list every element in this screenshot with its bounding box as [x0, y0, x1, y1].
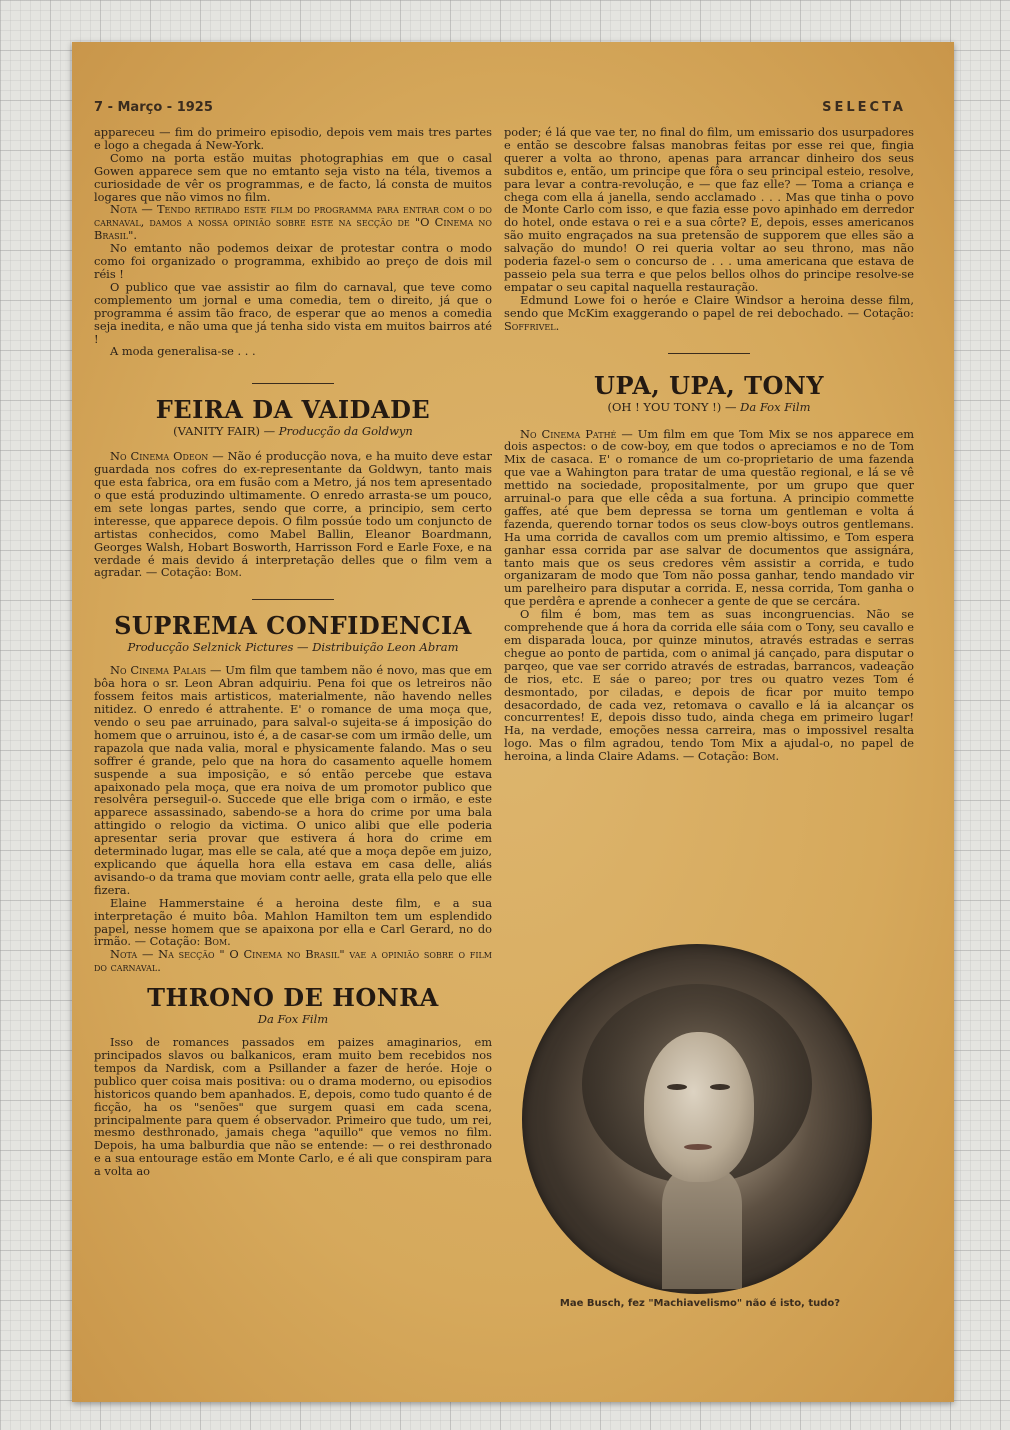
suprema-review	[94, 664, 492, 896]
feira-rating: Bom.	[215, 565, 243, 580]
paragraph: O publico que vae assistir ao film do carnaval, que teve como complemento um jornal e uma comedia, tem o direito, já que o programma é assim tão fraco, de esperar que ao menos a comedia seja inedita, e não uma que já tenha sido vista em muitos bairros até !	[94, 279, 492, 346]
suprema-text2: Elaine Hammerstaine é a heroina deste film, e a sua interpretação é muito bôa. Mahlon Hamilton tem um esplendido papel, nesse homem que se apaixona por ella e Carl Gerard, no do irmão. — Cotação:	[94, 895, 492, 949]
throno-text: Isso de romances passados em paizes amaginarios, em principados slavos ou balkanicos, eram muito bem recebidos nos tempos da Nardisk, com a Psillander a fazer de heróe. Hoje o publico quer coisa mais positiva: ou o drama moderno, ou episodios historicos quando bem apanhados. E, depois, como tudo quanto é de ficção, ha os "senões" que surgem quasi em cada scena, principalmente para quem é observador. Primeiro que tudo, um rei, mesmo desthronado, jamais chega "aquillo" que vemos no film. Depois, ha uma balburdia que não se entende: — o rei desthronado e a sua entourage estão em Monte Carlo, e é ali que conspiram para a volta ao	[94, 1035, 492, 1179]
throno-continued: poder; é lá que vae ter, no final do film, um emissario dos usurpadores e então se descobre falsas manobras feitas por esse rei que, fingia querer a volta ao throno, apenas para arrancar dinheiro dos seus subditos e, então, um principe que fôra o seu principal esteio, resolve, para levar a contra-revolução, e — que faz elle? — Toma a criança e chega com ella á janella, sendo acclamado . . . Mas que tinha o povo de Monte Carlo com isso, e que fazia esse povo apinhado em derredor do hotel, onde estava o rei e a sua côrte? E, depois, esses americanos são muito engraçados na sua pretensão de supporem que elles são a salvação do mundo! O rei queria voltar ao seu throno, mas não poderia fazel-o sem o concurso de . . . uma americana que estava de passeio pela sua terra e que pelos bellos olhos do principe resolve-se empatar o seu capital naquella restauração.	[504, 125, 914, 294]
paragraph: appareceu — fim do primeiro episodio, depois vem mais tres partes e logo a chegada á New-York.	[94, 125, 492, 152]
upa-text2: O film é bom, mas tem as suas incongruencias. Não se comprehende que á hora da corrida elle sáia com o Tony, seu cavallo e em disparada louca, por quinze minutos, através estradas e serras chegue ao ponto de partida, com o animal já cançado, para disputar o parqeo, que vae ser corrido através de estradas, barrancos, vadeação de rios, etc. E sáe o pareo; por tres ou quatro vezes Tom é desmontado, por ciladas, e depois de ficar por muito tempo desacordado, de cada vez, retomava o cavallo e lá ia alcançar os concurrentes! E, depois disso tudo, ainda chega em primeiro lugar! Ha, na verdade, emoções nessa carreira, mas o impossivel resalta logo. Mas o film agradou, tendo Tom Mix a ajudal-o, no papel de heroina, a linda Claire Adams. — Cotação:	[504, 607, 914, 764]
suprema-credit	[94, 640, 492, 654]
upa-subtitle	[504, 400, 914, 414]
throno-cast-text: Edmund Lowe foi o heróe e Claire Windsor a heroina desse film, sendo que McKim exaggerando o papel de rei debochado. — Cotação:	[504, 292, 914, 320]
note-paragraph: Nota — Tendo retirado este film do programma para entrar com o do carnaval, damos a nossa opinião sobre este na secção de "O Cinema no Brasil".	[94, 202, 492, 243]
portrait-photo	[522, 944, 872, 1294]
magazine-name: SELECTA	[822, 100, 906, 115]
upa-original-title: (OH ! YOU TONY !)	[607, 399, 722, 414]
throno-rating: Soffrivel.	[504, 318, 560, 333]
right-column	[504, 126, 914, 763]
suprema-note: Nota — Na secção " O Cinema no Brasil" vae a opinião sobre o film do carnaval.	[94, 947, 492, 975]
feira-cinema: No Cinema Odeon	[110, 449, 209, 464]
paragraph: A moda generalisa-se . . .	[110, 344, 256, 359]
upa-rating: Bom.	[752, 749, 780, 764]
photo-eye	[710, 1084, 730, 1090]
photo-neck	[662, 1169, 742, 1289]
throno-cast	[504, 294, 914, 333]
photo-eye	[667, 1084, 687, 1090]
upa-credit: — Da Fox Film	[724, 399, 811, 414]
suprema-cinema: No Cinema Palais	[110, 663, 207, 678]
suprema-rating: Bom.	[204, 934, 231, 949]
suprema-text: — Um film que tambem não é novo, mas que em bôa hora o sr. Leon Abran adquiriu. Pena foi que os letreiros não fossem feitos mais artisticos, materialmente, não havendo nelles nitidez. O enredo é attrahente. E' o romance de uma moça que, vendo o seu pae arruinado, para salval-o sujeita-se á imposição do homem que o arruinou, isto é, a de casar-se com um irmão delle, um rapazola que nada valia, moral e physicamente falando. Mas o seu soffrer é grande, pelo que na hora do casamento aquelle homem suspende a sua imposição, e só então percebe que estava apaixonado pela moça, que era noiva de um promotor publico que resolvêra perseguil-o. Succede que elle briga com o irmão, e este apparece assassinado, sabendo-se a hora do crime por uma bala attingido o relogio da victima. O unico alibi que elle poderia apresentar seria provar que estivera á hora do crime em determinado lugar, mas elle se cala, até que a moça depõe em juizo, explicando que áquella hora ella estava em casa delle, aliás avisando-o da trama que moviam contr aelle, grata ella pelo que elle fizera.	[94, 663, 492, 897]
suprema-credit-text: Producção Selznick Pictures — Distribuição Leon Abram	[127, 640, 459, 655]
photo-caption: Mae Busch, fez "Machiavelismo" não é isto, tudo?	[559, 1298, 841, 1309]
photo-face	[644, 1032, 754, 1182]
left-column	[94, 126, 492, 1178]
paragraph: No emtanto não podemos deixar de protestar contra o modo como foi organizado o programma, exhibido ao preço de dois mil réis !	[94, 241, 492, 281]
suprema-cast	[94, 897, 492, 949]
upa-opinion	[504, 608, 914, 763]
photo-mouth	[684, 1144, 712, 1150]
throno-title: THRONO DE HONRA	[147, 983, 439, 1013]
upa-review	[504, 428, 914, 609]
feira-title: FEIRA DA VAIDADE	[155, 395, 431, 425]
paragraph: Como na porta estão muitas photographias em que o casal Gowen apparece sem que no emtanto seja visto na téla, tivemos a curiosidade de vêr os programmas, e de facto, lá consta de muitos logares que não vimos no film.	[94, 150, 492, 204]
throno-credit-text: Da Fox Film	[257, 1012, 329, 1027]
upa-text: — Um film em que Tom Mix se nos apparece em dois aspectos: o de cow-boy, em que todos o apreciamos e no de Tom Mix de casaca. E' o romance de um co-proprietario de uma fazenda que vae a Wahington para tratar de uma questão regional, e lá se vê mettido na sociedade, propositalmente, por um grupo que quer arruinal-o para que elle cêda a sua fortuna. A principio commette gaffes, até que bem depressa se torna um gentleman e volta á fazenda, querendo tornar todos os seus clow-boys outros gentlemans. Ha uma corrida de cavallos com um premio altissimo, e Tom espera ganhar essa corrida par ase salvar de documentos que assignára, tanto mais que os seus credores vêm assistir a corrida, e tudo organizaram de modo que Tom não possa ganhar, tendo mandado vir um parelheiro para disputar a corrida. E, nessa corrida, Tom ganha o que perdêra e aprende a conhecer a gente de que se cercára.	[504, 426, 914, 609]
feira-original-title: (VANITY FAIR)	[173, 424, 260, 439]
magazine-page	[72, 42, 954, 1402]
issue-date: 7 - Março - 1925	[94, 100, 213, 115]
feira-credit: — Producção da Goldwyn	[263, 424, 413, 439]
feira-review	[94, 450, 492, 579]
suprema-title: SUPREMA CONFIDENCIA	[114, 611, 472, 641]
upa-cinema: No Cinema Pathé	[520, 426, 617, 441]
feira-subtitle	[94, 424, 492, 438]
throno-credit	[94, 1012, 492, 1026]
upa-title: UPA, UPA, TONY	[594, 370, 824, 400]
feira-text: — Não é producção nova, e ha muito deve estar guardada nos cofres do ex-representante da Goldwyn, tanto mais que esta fabrica, ora em fusão com a Metro, já nos tem apresentado o que está produzindo ultimamente. O enredo arrasta-se um pouco, em sete longas partes, sendo que corre, a principio, sem certo interesse, que apparece depois. O film possúe todo um conjuncto de artistas conhecidos, como Mabel Ballin, Eleanor Boardmann, Georges Walsh, Hobart Bosworth, Harrisson Ford e Earle Foxe, e na verdade é mais devido á interpretação delles que o film vem a agradar. — Cotação:	[94, 449, 492, 580]
